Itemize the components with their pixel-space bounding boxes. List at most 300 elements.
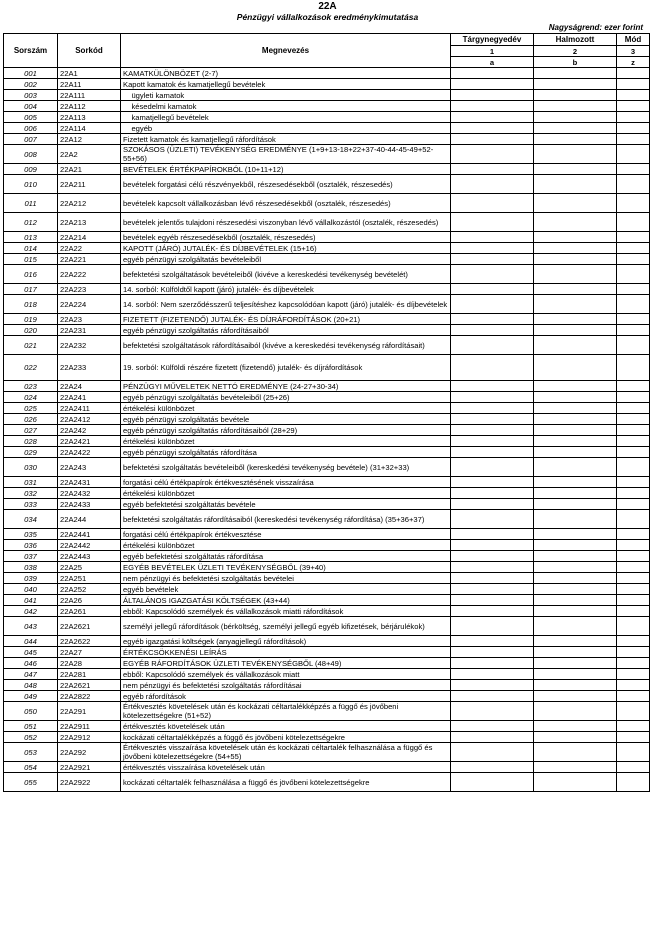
row-value-halmozott[interactable] <box>534 721 617 732</box>
row-value-mod[interactable] <box>617 90 650 101</box>
row-sorkod: 22A221 <box>58 254 121 265</box>
row-value-mod[interactable] <box>617 112 650 123</box>
row-value-halmozott[interactable] <box>534 314 617 325</box>
row-value-halmozott[interactable] <box>534 145 617 164</box>
row-value-targynegyedev[interactable] <box>451 477 534 488</box>
row-value-halmozott[interactable] <box>534 488 617 499</box>
row-megnevezes: értékelési különbözet <box>121 488 451 499</box>
row-value-mod[interactable] <box>617 551 650 562</box>
row-value-targynegyedev[interactable] <box>451 68 534 79</box>
table-row <box>4 636 650 647</box>
row-sorkod: 22A231 <box>58 325 121 336</box>
row-value-halmozott[interactable] <box>534 606 617 617</box>
row-value-halmozott[interactable] <box>534 425 617 436</box>
row-value-mod[interactable] <box>617 636 650 647</box>
row-value-halmozott[interactable] <box>534 499 617 510</box>
row-value-mod[interactable] <box>617 381 650 392</box>
row-value-mod[interactable] <box>617 458 650 477</box>
row-value-halmozott[interactable] <box>534 123 617 134</box>
row-value-mod[interactable] <box>617 123 650 134</box>
row-sorkod: 22A292 <box>58 743 121 762</box>
row-megnevezes: 19. sorból: Külföldi részére fizetett (fizetendő) jutalék- és díjráfordítások <box>121 355 451 381</box>
row-sorszam: 028 <box>4 436 58 447</box>
row-sorszam: 001 <box>4 68 58 79</box>
table-row <box>4 145 650 164</box>
row-megnevezes: egyéb ráfordítások <box>121 691 451 702</box>
row-value-targynegyedev[interactable] <box>451 325 534 336</box>
table-row <box>4 355 650 381</box>
row-value-targynegyedev[interactable] <box>451 606 534 617</box>
row-value-targynegyedev[interactable] <box>451 551 534 562</box>
row-value-halmozott[interactable] <box>534 232 617 243</box>
row-value-halmozott[interactable] <box>534 175 617 194</box>
row-value-targynegyedev[interactable] <box>451 721 534 732</box>
row-megnevezes: egyéb <box>121 123 451 134</box>
row-sorkod: 22A22 <box>58 243 121 254</box>
row-value-halmozott[interactable] <box>534 573 617 584</box>
row-value-mod[interactable] <box>617 721 650 732</box>
row-megnevezes: egyéb bevételek <box>121 584 451 595</box>
row-value-mod[interactable] <box>617 314 650 325</box>
row-value-mod[interactable] <box>617 658 650 669</box>
row-value-mod[interactable] <box>617 595 650 606</box>
row-value-mod[interactable] <box>617 488 650 499</box>
table-row <box>4 458 650 477</box>
row-value-halmozott[interactable] <box>534 403 617 414</box>
row-value-targynegyedev[interactable] <box>451 175 534 194</box>
row-value-mod[interactable] <box>617 647 650 658</box>
row-value-mod[interactable] <box>617 392 650 403</box>
row-sorszam: 009 <box>4 164 58 175</box>
row-value-targynegyedev[interactable] <box>451 658 534 669</box>
row-value-halmozott[interactable] <box>534 79 617 90</box>
row-value-halmozott[interactable] <box>534 355 617 381</box>
row-value-targynegyedev[interactable] <box>451 123 534 134</box>
row-value-halmozott[interactable] <box>534 669 617 680</box>
row-megnevezes: Fizetett kamatok és kamatjellegű ráfordítások <box>121 134 451 145</box>
row-sorszam: 014 <box>4 243 58 254</box>
row-value-mod[interactable] <box>617 762 650 773</box>
row-value-mod[interactable] <box>617 529 650 540</box>
row-megnevezes: kockázati céltartalékképzés a függő és jövőbeni kötelezettségekre <box>121 732 451 743</box>
table-row <box>4 447 650 458</box>
row-value-targynegyedev[interactable] <box>451 392 534 403</box>
row-sorszam: 011 <box>4 194 58 213</box>
row-value-mod[interactable] <box>617 562 650 573</box>
table-row <box>4 606 650 617</box>
row-sorkod: 22A2921 <box>58 762 121 773</box>
row-value-halmozott[interactable] <box>534 510 617 529</box>
unit-label: Nagyságrend: ezer forint <box>548 23 643 32</box>
row-megnevezes: FIZETETT (FIZETENDŐ) JUTALÉK- ÉS DÍJRÁFORDÍTÁSOK (20+21) <box>121 314 451 325</box>
table-row <box>4 254 650 265</box>
row-megnevezes: befektetési szolgáltatások ráfordításaiból (kivéve a kereskedési tevékenység ráfordításait) <box>121 336 451 355</box>
row-value-mod[interactable] <box>617 101 650 112</box>
col-header-megnevezes: Megnevezés <box>121 34 451 68</box>
row-value-targynegyedev[interactable] <box>451 425 534 436</box>
row-value-targynegyedev[interactable] <box>451 540 534 551</box>
row-value-halmozott[interactable] <box>534 134 617 145</box>
row-sorszam: 049 <box>4 691 58 702</box>
row-sorszam: 037 <box>4 551 58 562</box>
row-value-halmozott[interactable] <box>534 265 617 284</box>
table-row <box>4 295 650 314</box>
row-sorszam: 035 <box>4 529 58 540</box>
row-sorszam: 002 <box>4 79 58 90</box>
row-sorszam: 004 <box>4 101 58 112</box>
row-value-targynegyedev[interactable] <box>451 510 534 529</box>
row-sorkod: 22A2621 <box>58 617 121 636</box>
row-megnevezes: kockázati céltartalék felhasználása a függő és jövőbeni kötelezettségekre <box>121 773 451 792</box>
row-sorkod: 22A2411 <box>58 403 121 414</box>
row-sorkod: 22A241 <box>58 392 121 403</box>
row-sorkod: 22A113 <box>58 112 121 123</box>
row-value-mod[interactable] <box>617 691 650 702</box>
row-value-mod[interactable] <box>617 164 650 175</box>
row-value-targynegyedev[interactable] <box>451 573 534 584</box>
row-value-halmozott[interactable] <box>534 658 617 669</box>
row-value-targynegyedev[interactable] <box>451 595 534 606</box>
row-megnevezes: értékvesztés visszaírása követelések után <box>121 762 451 773</box>
row-megnevezes: egyéb befektetési szolgáltatás ráfordítása <box>121 551 451 562</box>
row-megnevezes: Értékvesztés követelések után és kockázati céltartalékképzés a függő és jövőbeni kötelezettségekre (51+52) <box>121 702 451 721</box>
row-value-halmozott[interactable] <box>534 529 617 540</box>
row-sorkod: 22A2422 <box>58 447 121 458</box>
row-value-halmozott[interactable] <box>534 636 617 647</box>
row-value-halmozott[interactable] <box>534 562 617 573</box>
row-value-halmozott[interactable] <box>534 691 617 702</box>
row-value-halmozott[interactable] <box>534 68 617 79</box>
row-value-halmozott[interactable] <box>534 336 617 355</box>
row-value-targynegyedev[interactable] <box>451 447 534 458</box>
row-value-targynegyedev[interactable] <box>451 254 534 265</box>
row-sorszam: 042 <box>4 606 58 617</box>
row-sorszam: 038 <box>4 562 58 573</box>
row-sorkod: 22A2622 <box>58 636 121 647</box>
table-row <box>4 691 650 702</box>
row-value-mod[interactable] <box>617 355 650 381</box>
row-sorszam: 023 <box>4 381 58 392</box>
row-value-halmozott[interactable] <box>534 584 617 595</box>
row-value-mod[interactable] <box>617 436 650 447</box>
row-value-targynegyedev[interactable] <box>451 232 534 243</box>
row-value-targynegyedev[interactable] <box>451 636 534 647</box>
row-value-halmozott[interactable] <box>534 381 617 392</box>
row-value-halmozott[interactable] <box>534 732 617 743</box>
row-megnevezes: egyéb pénzügyi szolgáltatás bevételeiből (25+26) <box>121 392 451 403</box>
row-value-mod[interactable] <box>617 617 650 636</box>
row-sorkod: 22A24 <box>58 381 121 392</box>
row-value-targynegyedev[interactable] <box>451 243 534 254</box>
row-sorkod: 22A291 <box>58 702 121 721</box>
row-megnevezes: egyéb pénzügyi szolgáltatás ráfordításaiból <box>121 325 451 336</box>
row-megnevezes: forgatási célú értékpapírok értékvesztésének visszaírása <box>121 477 451 488</box>
row-value-targynegyedev[interactable] <box>451 295 534 314</box>
row-value-mod[interactable] <box>617 425 650 436</box>
row-megnevezes: PÉNZÜGYI MŰVELETEK NETTÓ EREDMÉNYE (24-27+30-34) <box>121 381 451 392</box>
row-value-halmozott[interactable] <box>534 213 617 232</box>
row-value-mod[interactable] <box>617 414 650 425</box>
table-row <box>4 414 650 425</box>
row-value-mod[interactable] <box>617 606 650 617</box>
row-megnevezes: BEVÉTELEK ÉRTÉKPAPÍROKBÓL (10+11+12) <box>121 164 451 175</box>
row-value-halmozott[interactable] <box>534 325 617 336</box>
row-value-halmozott[interactable] <box>534 194 617 213</box>
row-sorszam: 017 <box>4 284 58 295</box>
row-value-targynegyedev[interactable] <box>451 458 534 477</box>
row-sorkod: 22A242 <box>58 425 121 436</box>
row-value-targynegyedev[interactable] <box>451 691 534 702</box>
table-row <box>4 243 650 254</box>
table-row <box>4 680 650 691</box>
row-value-targynegyedev[interactable] <box>451 381 534 392</box>
row-value-targynegyedev[interactable] <box>451 436 534 447</box>
row-megnevezes: késedelmi kamatok <box>121 101 451 112</box>
row-sorkod: 22A28 <box>58 658 121 669</box>
row-value-halmozott[interactable] <box>534 595 617 606</box>
row-value-targynegyedev[interactable] <box>451 265 534 284</box>
table-row <box>4 540 650 551</box>
row-value-mod[interactable] <box>617 79 650 90</box>
row-sorszam: 044 <box>4 636 58 647</box>
row-sorszam: 019 <box>4 314 58 325</box>
col-num-3: 3 <box>617 46 650 57</box>
row-value-halmozott[interactable] <box>534 392 617 403</box>
row-megnevezes: bevételek jelentős tulajdoni részesedési viszonyban lévő vállalkozástól (osztalék, részesedés) <box>121 213 451 232</box>
row-value-mod[interactable] <box>617 213 650 232</box>
row-megnevezes: ebből: Kapcsolódó személyek és vállalkozások miatt <box>121 669 451 680</box>
row-sorszam: 008 <box>4 145 58 164</box>
row-megnevezes: befektetési szolgáltatás bevételeiből (kereskedési tevékenység bevétele) (31+32+33) <box>121 458 451 477</box>
form-code: 22A <box>318 1 337 12</box>
row-value-mod[interactable] <box>617 265 650 284</box>
table-row <box>4 265 650 284</box>
row-sorszam: 015 <box>4 254 58 265</box>
row-value-halmozott[interactable] <box>534 680 617 691</box>
row-sorszam: 050 <box>4 702 58 721</box>
row-sorszam: 005 <box>4 112 58 123</box>
row-sorkod: 22A261 <box>58 606 121 617</box>
row-sorkod: 22A214 <box>58 232 121 243</box>
row-value-mod[interactable] <box>617 447 650 458</box>
row-value-mod[interactable] <box>617 669 650 680</box>
row-value-mod[interactable] <box>617 254 650 265</box>
row-sorszam: 043 <box>4 617 58 636</box>
row-sorkod: 22A2443 <box>58 551 121 562</box>
row-sorkod: 22A23 <box>58 314 121 325</box>
row-value-mod[interactable] <box>617 499 650 510</box>
row-value-targynegyedev[interactable] <box>451 669 534 680</box>
row-sorszam: 027 <box>4 425 58 436</box>
row-megnevezes: ügyleti kamatok <box>121 90 451 101</box>
row-value-targynegyedev[interactable] <box>451 194 534 213</box>
table-row <box>4 175 650 194</box>
row-value-halmozott[interactable] <box>534 458 617 477</box>
row-value-halmozott[interactable] <box>534 743 617 762</box>
row-value-mod[interactable] <box>617 732 650 743</box>
row-value-targynegyedev[interactable] <box>451 773 534 792</box>
row-megnevezes: befektetési szolgáltatások bevételeiből (kivéve a kereskedési tevékenység bevételét) <box>121 265 451 284</box>
row-sorszam: 022 <box>4 355 58 381</box>
row-value-targynegyedev[interactable] <box>451 336 534 355</box>
row-value-mod[interactable] <box>617 510 650 529</box>
row-value-targynegyedev[interactable] <box>451 145 534 164</box>
row-value-mod[interactable] <box>617 295 650 314</box>
row-value-targynegyedev[interactable] <box>451 499 534 510</box>
row-value-targynegyedev[interactable] <box>451 488 534 499</box>
row-sorszam: 013 <box>4 232 58 243</box>
table-row <box>4 669 650 680</box>
row-value-targynegyedev[interactable] <box>451 314 534 325</box>
row-value-halmozott[interactable] <box>534 551 617 562</box>
table-row <box>4 551 650 562</box>
row-value-mod[interactable] <box>617 573 650 584</box>
row-sorszam: 051 <box>4 721 58 732</box>
row-value-halmozott[interactable] <box>534 90 617 101</box>
row-value-mod[interactable] <box>617 584 650 595</box>
row-value-mod[interactable] <box>617 702 650 721</box>
row-sorszam: 016 <box>4 265 58 284</box>
row-value-mod[interactable] <box>617 477 650 488</box>
row-value-mod[interactable] <box>617 336 650 355</box>
row-value-mod[interactable] <box>617 403 650 414</box>
row-sorkod: 22A2432 <box>58 488 121 499</box>
row-value-halmozott[interactable] <box>534 773 617 792</box>
row-value-halmozott[interactable] <box>534 295 617 314</box>
row-value-halmozott[interactable] <box>534 762 617 773</box>
row-value-mod[interactable] <box>617 743 650 762</box>
row-value-targynegyedev[interactable] <box>451 112 534 123</box>
row-value-targynegyedev[interactable] <box>451 213 534 232</box>
row-value-targynegyedev[interactable] <box>451 762 534 773</box>
row-sorszam: 036 <box>4 540 58 551</box>
row-sorkod: 22A2922 <box>58 773 121 792</box>
table-row <box>4 123 650 134</box>
row-value-mod[interactable] <box>617 540 650 551</box>
row-value-mod[interactable] <box>617 175 650 194</box>
row-value-mod[interactable] <box>617 680 650 691</box>
table-row <box>4 617 650 636</box>
row-megnevezes: befektetési szolgáltatás ráfordításaiból (kereskedési tevékenység ráfordítása) (35+36+37) <box>121 510 451 529</box>
row-value-halmozott[interactable] <box>534 436 617 447</box>
row-sorszam: 045 <box>4 647 58 658</box>
row-value-halmozott[interactable] <box>534 254 617 265</box>
row-value-targynegyedev[interactable] <box>451 414 534 425</box>
row-megnevezes: értékelési különbözet <box>121 403 451 414</box>
row-value-halmozott[interactable] <box>534 101 617 112</box>
col-num-2: 2 <box>534 46 617 57</box>
table-row <box>4 436 650 447</box>
row-megnevezes: Kapott kamatok és kamatjellegű bevételek <box>121 79 451 90</box>
row-value-halmozott[interactable] <box>534 414 617 425</box>
row-value-targynegyedev[interactable] <box>451 617 534 636</box>
row-megnevezes: 14. sorból: Nem szerződésszerű teljesítéshez kapcsolódóan kapott (járó) jutalék- és díjbevételek <box>121 295 451 314</box>
row-value-mod[interactable] <box>617 145 650 164</box>
row-value-halmozott[interactable] <box>534 284 617 295</box>
row-value-targynegyedev[interactable] <box>451 90 534 101</box>
row-value-targynegyedev[interactable] <box>451 647 534 658</box>
row-value-halmozott[interactable] <box>534 447 617 458</box>
row-megnevezes: egyéb pénzügyi szolgáltatás bevételeiből <box>121 254 451 265</box>
row-megnevezes: SZOKÁSOS (ÜZLETI) TEVÉKENYSÉG EREDMÉNYE (1+9+13-18+22+37-40-44-45-49+52-55+56) <box>121 145 451 164</box>
row-value-targynegyedev[interactable] <box>451 584 534 595</box>
row-value-targynegyedev[interactable] <box>451 403 534 414</box>
row-value-targynegyedev[interactable] <box>451 164 534 175</box>
row-megnevezes: értékvesztés követelések után <box>121 721 451 732</box>
row-sorkod: 22A2 <box>58 145 121 164</box>
row-sorszam: 046 <box>4 658 58 669</box>
row-sorkod: 22A2621 <box>58 680 121 691</box>
row-sorszam: 025 <box>4 403 58 414</box>
row-value-targynegyedev[interactable] <box>451 355 534 381</box>
row-value-halmozott[interactable] <box>534 702 617 721</box>
row-value-mod[interactable] <box>617 68 650 79</box>
row-sorkod: 22A211 <box>58 175 121 194</box>
row-megnevezes: nem pénzügyi és befektetési szolgáltatás ráfordításai <box>121 680 451 691</box>
row-value-targynegyedev[interactable] <box>451 284 534 295</box>
row-value-mod[interactable] <box>617 232 650 243</box>
row-sorkod: 22A2421 <box>58 436 121 447</box>
row-value-targynegyedev[interactable] <box>451 743 534 762</box>
row-value-targynegyedev[interactable] <box>451 79 534 90</box>
row-sorkod: 22A2441 <box>58 529 121 540</box>
row-value-mod[interactable] <box>617 773 650 792</box>
row-sorkod: 22A233 <box>58 355 121 381</box>
table-row <box>4 425 650 436</box>
row-value-halmozott[interactable] <box>534 540 617 551</box>
row-value-halmozott[interactable] <box>534 112 617 123</box>
row-value-targynegyedev[interactable] <box>451 680 534 691</box>
row-value-mod[interactable] <box>617 284 650 295</box>
row-sorkod: 22A27 <box>58 647 121 658</box>
row-megnevezes: bevételek forgatási célú részvényekből, részesedésekből (osztalék, részesedés) <box>121 175 451 194</box>
row-value-halmozott[interactable] <box>534 647 617 658</box>
table-row <box>4 213 650 232</box>
row-value-targynegyedev[interactable] <box>451 134 534 145</box>
row-megnevezes: ÉRTÉKCSÖKKENÉSI LEÍRÁS <box>121 647 451 658</box>
row-value-mod[interactable] <box>617 243 650 254</box>
col-header-targynegyedev: Tárgynegyedév <box>451 34 534 46</box>
row-value-targynegyedev[interactable] <box>451 562 534 573</box>
row-sorkod: 22A223 <box>58 284 121 295</box>
row-sorszam: 021 <box>4 336 58 355</box>
row-value-mod[interactable] <box>617 134 650 145</box>
row-value-halmozott[interactable] <box>534 477 617 488</box>
form-title: Pénzügyi vállalkozások eredménykimutatása <box>236 12 419 22</box>
row-value-halmozott[interactable] <box>534 617 617 636</box>
row-value-mod[interactable] <box>617 194 650 213</box>
row-megnevezes: értékelési különbözet <box>121 436 451 447</box>
row-value-halmozott[interactable] <box>534 164 617 175</box>
row-sorszam: 054 <box>4 762 58 773</box>
row-megnevezes: ebből: Kapcsolódó személyek és vállalkozások miatti ráfordítások <box>121 606 451 617</box>
row-sorszam: 007 <box>4 134 58 145</box>
row-value-targynegyedev[interactable] <box>451 702 534 721</box>
table-row <box>4 488 650 499</box>
table-row <box>4 510 650 529</box>
row-value-targynegyedev[interactable] <box>451 529 534 540</box>
row-value-mod[interactable] <box>617 325 650 336</box>
row-sorkod: 22A224 <box>58 295 121 314</box>
row-sorszam: 010 <box>4 175 58 194</box>
row-value-targynegyedev[interactable] <box>451 101 534 112</box>
table-row <box>4 112 650 123</box>
table-row <box>4 194 650 213</box>
table-row <box>4 68 650 79</box>
row-value-halmozott[interactable] <box>534 243 617 254</box>
row-value-targynegyedev[interactable] <box>451 732 534 743</box>
table-row <box>4 721 650 732</box>
